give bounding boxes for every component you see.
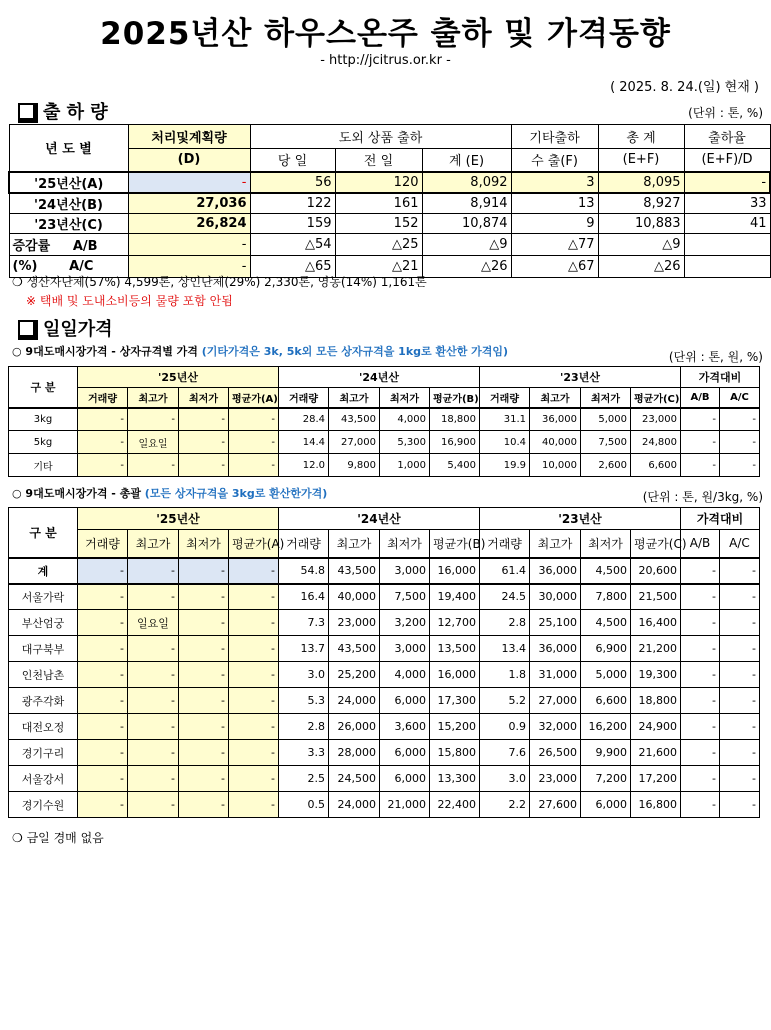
cell-avg23: 17,200 — [631, 766, 681, 792]
site-url: - http://jcitrus.or.kr - — [320, 53, 451, 68]
cell-v24: 0.5 — [279, 792, 329, 818]
exclusion-note: ※ 택배 및 도내소비등의 물량 포함 안됨 — [26, 294, 233, 308]
cell-ab: - — [681, 610, 720, 636]
cell-avg23: 23,000 — [631, 408, 681, 431]
cell-min25: - — [179, 454, 229, 477]
shipment-unit: (단위 : 톤, %) — [688, 106, 763, 120]
cell-avg23: 16,800 — [631, 792, 681, 818]
cell-v24: 2.5 — [279, 766, 329, 792]
cell-ac: - — [720, 454, 760, 477]
cell-min23: 6,900 — [581, 636, 631, 662]
header-sum: 계 (E) — [422, 149, 511, 172]
cell-max25: - — [128, 584, 179, 610]
cell-min25: - — [179, 766, 229, 792]
cell-avg23: 21,500 — [631, 584, 681, 610]
cell-avg25: - — [229, 584, 279, 610]
cell-max25: - — [128, 792, 179, 818]
cell-ac: - — [720, 558, 760, 584]
cell-min25: - — [179, 584, 229, 610]
cell-avg24: 15,800 — [430, 740, 480, 766]
table-row — [9, 662, 760, 688]
cell-v23: 31.1 — [480, 408, 530, 431]
cell-max24: 40,000 — [329, 584, 380, 610]
cell-max25: - — [128, 636, 179, 662]
cell-v25: - — [78, 766, 128, 792]
cell-max23: 23,000 — [530, 766, 581, 792]
header-total-sub: (E+F) — [598, 149, 684, 172]
table-row — [9, 408, 760, 431]
cell-avg25: - — [229, 431, 279, 454]
cell-max23: 36,000 — [530, 408, 581, 431]
cell-v23: 10.4 — [480, 431, 530, 454]
cell-min23: 6,600 — [581, 688, 631, 714]
cell-min24: 3,000 — [380, 636, 430, 662]
cell-v24: 3.3 — [279, 740, 329, 766]
header-today: 당 일 — [250, 149, 335, 172]
row-label: 부산엄궁 — [9, 610, 78, 636]
header-prev: 전 일 — [335, 149, 422, 172]
table-row — [9, 740, 760, 766]
cell-min24: 21,000 — [380, 792, 430, 818]
cell-min23: 9,900 — [581, 740, 631, 766]
cell-avg23: 6,600 — [631, 454, 681, 477]
cell-v24: 12.0 — [279, 454, 329, 477]
row-label: 인천남촌 — [9, 662, 78, 688]
cell-min24: 6,000 — [380, 688, 430, 714]
cell-ac: - — [720, 688, 760, 714]
cell-avg24: 17,300 — [430, 688, 480, 714]
cell-max25: - — [128, 688, 179, 714]
cell-v23: 2.8 — [480, 610, 530, 636]
cell-max24: 23,000 — [329, 610, 380, 636]
cell-avg25: - — [229, 636, 279, 662]
table-row — [9, 584, 760, 610]
total-subtitle: ○ 9대도매시장가격 - 총괄 (모든 상자규격을 3kg로 환산한가격) — [12, 487, 328, 500]
cell-max24: 24,000 — [329, 688, 380, 714]
cell-max24: 26,000 — [329, 714, 380, 740]
cell-min25: - — [179, 662, 229, 688]
cell-ac: - — [720, 714, 760, 740]
cell-min23: 2,600 — [581, 454, 631, 477]
cell-ab: - — [681, 558, 720, 584]
table-row — [9, 766, 760, 792]
cell-ac: - — [720, 431, 760, 454]
header-rate: 출하율 — [684, 125, 770, 149]
cell-min25: - — [179, 688, 229, 714]
cell-v25: - — [78, 714, 128, 740]
cell-v25: - — [78, 454, 128, 477]
cell-v24: 7.3 — [279, 610, 329, 636]
cell-avg25: - — [229, 408, 279, 431]
cell-ac: - — [720, 662, 760, 688]
cell-avg23: 20,600 — [631, 558, 681, 584]
cell-min25: - — [179, 636, 229, 662]
cell-avg25: - — [229, 662, 279, 688]
cell-max24: 27,000 — [329, 431, 380, 454]
cell-v24: 13.7 — [279, 636, 329, 662]
cell-min24: 4,000 — [380, 662, 430, 688]
cell-ab: - — [681, 636, 720, 662]
cell-min24: 3,000 — [380, 558, 430, 584]
cell-max25: - — [128, 558, 179, 584]
page-title: 2025년산 하우스온주 출하 및 가격동향 — [100, 16, 671, 52]
table-row: (%) A/C - △65 △21 △26 △67 △26 — [9, 255, 770, 277]
header-plan: 처리및계획량 — [128, 125, 250, 149]
by-size-subtitle: ○ 9대도매시장가격 - 상자규격별 가격 (기타가격은 3k, 5k외 모든 상자규격을 1kg로 환산한 가격임) — [12, 345, 509, 358]
cell-max24: 9,800 — [329, 454, 380, 477]
cell-min23: 7,200 — [581, 766, 631, 792]
cell-ab: - — [681, 662, 720, 688]
cell-avg24: 16,000 — [430, 662, 480, 688]
cell-min23: 4,500 — [581, 610, 631, 636]
cell-max25: 일요일 — [128, 431, 179, 454]
cell-max23: 26,500 — [530, 740, 581, 766]
table-row — [9, 558, 760, 584]
row-label: 기타 — [9, 454, 78, 477]
cell-v23: 13.4 — [480, 636, 530, 662]
cell-avg24: 13,500 — [430, 636, 480, 662]
cell-v24: 2.8 — [279, 714, 329, 740]
table-row — [9, 688, 760, 714]
cell-avg25: - — [229, 714, 279, 740]
cell-v25: - — [78, 792, 128, 818]
cell-avg24: 15,200 — [430, 714, 480, 740]
cell-v24: 54.8 — [279, 558, 329, 584]
cell-v25: - — [78, 636, 128, 662]
cell-max23: 40,000 — [530, 431, 581, 454]
table-row — [9, 714, 760, 740]
cell-max23: 27,000 — [530, 688, 581, 714]
cell-ac: - — [720, 740, 760, 766]
cell-max25: - — [128, 714, 179, 740]
cell-min23: 5,000 — [581, 408, 631, 431]
cell-v24: 16.4 — [279, 584, 329, 610]
cell-min24: 5,300 — [380, 431, 430, 454]
cell-max23: 32,000 — [530, 714, 581, 740]
cell-avg24: 12,700 — [430, 610, 480, 636]
cell-min24: 3,200 — [380, 610, 430, 636]
row-label: 계 — [9, 558, 78, 584]
checkbox-square-icon — [18, 103, 35, 120]
cell-min23: 16,200 — [581, 714, 631, 740]
cell-v25: - — [78, 610, 128, 636]
cell-avg23: 21,600 — [631, 740, 681, 766]
cell-v25: - — [78, 584, 128, 610]
header-export: 수 출(F) — [511, 149, 598, 172]
cell-avg23: 18,800 — [631, 688, 681, 714]
cell-min24: 6,000 — [380, 740, 430, 766]
cell-max24: 24,500 — [329, 766, 380, 792]
row-label: 경기구리 — [9, 740, 78, 766]
cell-avg24: 19,400 — [430, 584, 480, 610]
table-row: 증감률 A/B - △54 △25 △9 △77 △9 — [9, 233, 770, 255]
cell-v23: 2.2 — [480, 792, 530, 818]
header-outside: 도외 상품 출하 — [250, 125, 511, 149]
cell-max25: - — [128, 662, 179, 688]
cell-v23: 61.4 — [480, 558, 530, 584]
auction-note: ❍ 금일 경매 없음 — [12, 831, 104, 845]
cell-min25: - — [179, 610, 229, 636]
row-label: 3kg — [9, 408, 78, 431]
cell-v23: 0.9 — [480, 714, 530, 740]
cell-min24: 1,000 — [380, 454, 430, 477]
cell-max24: 25,200 — [329, 662, 380, 688]
cell-ac: - — [720, 792, 760, 818]
cell-max24: 43,500 — [329, 558, 380, 584]
cell-max24: 43,500 — [329, 636, 380, 662]
cell-min24: 6,000 — [380, 766, 430, 792]
cell-v25: - — [78, 431, 128, 454]
cell-avg23: 21,200 — [631, 636, 681, 662]
cell-avg24: 13,300 — [430, 766, 480, 792]
by-size-unit: (단위 : 톤, 원, %) — [668, 350, 763, 364]
cell-min25: - — [179, 408, 229, 431]
cell-min25: - — [179, 714, 229, 740]
cell-max24: 43,500 — [329, 408, 380, 431]
row-label: 서울가락 — [9, 584, 78, 610]
cell-avg24: 16,900 — [430, 431, 480, 454]
table-row — [9, 431, 760, 454]
report-date: ( 2025. 8. 24.(일) 현재 ) — [610, 80, 759, 95]
header-total: 총 계 — [598, 125, 684, 149]
cell-max23: 25,100 — [530, 610, 581, 636]
cell-v25: - — [78, 740, 128, 766]
cell-avg25: - — [229, 454, 279, 477]
cell-ab: - — [681, 740, 720, 766]
cell-avg25: - — [229, 740, 279, 766]
cell-v25: - — [78, 662, 128, 688]
cell-max23: 36,000 — [530, 558, 581, 584]
cell-max23: 36,000 — [530, 636, 581, 662]
cell-max25: - — [128, 766, 179, 792]
table-row — [9, 636, 760, 662]
cell-min24: 7,500 — [380, 584, 430, 610]
shipment-table — [8, 124, 771, 278]
table-row — [9, 792, 760, 818]
cell-ab: - — [681, 584, 720, 610]
row-label: 광주각화 — [9, 688, 78, 714]
header-plan-sub: (D) — [128, 149, 250, 172]
cell-max25: - — [128, 740, 179, 766]
by-size-price-table: 구 분 '25년산 '24년산 '23년산 가격대비 거래량 최고가 최저가 평균가(A) 거래량 최고가 최저가 평균가(B) 거래량 최고가 최저가 평균가(C) A/B A/C 3kg - - - - 28.4 43,500 4,000 18,800 31.1 36,000 5,000 23,000 - - 5kg - 일요일 - - 14.4 27,000 5,300 16,900 10.4 40,000 7,500 24,800 - - 기타 - - - - 12.0 9,800 1,000 5,400 19.9 10,000 2,600 6,600 - - — [8, 366, 760, 477]
cell-ab: - — [681, 431, 720, 454]
cell-ab: - — [681, 714, 720, 740]
table-row: '24년산(B) 27,036 122 161 8,914 13 8,927 33 — [9, 193, 770, 214]
header-rate-sub: (E+F)/D — [684, 149, 770, 172]
cell-ac: - — [720, 766, 760, 792]
cell-avg24: 16,000 — [430, 558, 480, 584]
cell-v23: 1.8 — [480, 662, 530, 688]
row-label: 서울강서 — [9, 766, 78, 792]
cell-v23: 3.0 — [480, 766, 530, 792]
cell-v23: 19.9 — [480, 454, 530, 477]
cell-v23: 7.6 — [480, 740, 530, 766]
cell-max23: 30,000 — [530, 584, 581, 610]
cell-min23: 7,800 — [581, 584, 631, 610]
checkbox-square-icon — [18, 320, 35, 337]
header-gubun: 구 분 — [9, 367, 78, 408]
header-other: 기타출하 — [511, 125, 598, 149]
cell-ac: - — [720, 636, 760, 662]
shipment-section-title: 출 하 량 — [18, 98, 108, 124]
cell-min24: 4,000 — [380, 408, 430, 431]
cell-avg23: 19,300 — [631, 662, 681, 688]
cell-max25: - — [128, 454, 179, 477]
cell-min23: 6,000 — [581, 792, 631, 818]
cell-avg25: - — [229, 610, 279, 636]
cell-avg25: - — [229, 792, 279, 818]
row-label: 대구북부 — [9, 636, 78, 662]
cell-min23: 5,000 — [581, 662, 631, 688]
cell-min25: - — [179, 558, 229, 584]
cell-max23: 10,000 — [530, 454, 581, 477]
producer-note: ❍ 생산자단체(57%) 4,599톤, 상인단체(29%) 2,330톤, 영농(14%) 1,161톤 — [12, 275, 427, 289]
header-gubun: 구 분 — [9, 508, 78, 558]
cell-min25: - — [179, 792, 229, 818]
table-row: '25년산(A) - 56 120 8,092 3 8,095 - — [9, 172, 770, 193]
cell-v25: - — [78, 558, 128, 584]
cell-ab: - — [681, 792, 720, 818]
cell-v24: 14.4 — [279, 431, 329, 454]
table-row — [9, 610, 760, 636]
cell-max24: 28,000 — [329, 740, 380, 766]
total-unit: (단위 : 톤, 원/3kg, %) — [642, 490, 763, 504]
cell-avg25: - — [229, 766, 279, 792]
cell-ab: - — [681, 766, 720, 792]
cell-v25: - — [78, 408, 128, 431]
cell-min23: 4,500 — [581, 558, 631, 584]
cell-min25: - — [179, 431, 229, 454]
table-row: '23년산(C) 26,824 159 152 10,874 9 10,883 41 — [9, 213, 770, 233]
cell-avg24: 22,400 — [430, 792, 480, 818]
cell-ab: - — [681, 408, 720, 431]
row-label: 대전오정 — [9, 714, 78, 740]
cell-max25: - — [128, 408, 179, 431]
cell-min25: - — [179, 740, 229, 766]
cell-avg23: 24,800 — [631, 431, 681, 454]
cell-avg23: 24,900 — [631, 714, 681, 740]
cell-v24: 5.3 — [279, 688, 329, 714]
header-year: 년 도 별 — [9, 125, 128, 172]
cell-avg23: 16,400 — [631, 610, 681, 636]
cell-avg25: - — [229, 688, 279, 714]
cell-ac: - — [720, 610, 760, 636]
table-row — [9, 454, 760, 477]
cell-ac: - — [720, 408, 760, 431]
cell-v23: 5.2 — [480, 688, 530, 714]
total-price-table: 구 분 '25년산 '24년산 '23년산 가격대비 거래량 최고가 최저가 평균가(A) 거래량 최고가 최저가 평균가(B) 거래량 최고가 최저가 평균가(C) A/B A/C 계 - - - - 54.8 43,500 3,000 16,000 61.4 36,000 4,500 20,600 - - 서울가락 - - - - 16.4 40,000 7,500 19,400 24.5 30,000 7,800 21,500 - - 부산엄궁 - 일요일 - - 7.3 23,000 3,200 12,700 2.8 25,100 4,500 16,400 - - 대구북부 - - - - 13.7 43,500 3,000 13,500 13.4 36,000 6,900 21,200 - - 인천남촌 - - - - 3.0 25,200 4,000 16,000 1.8 31,000 5,000 19,300 - - 광주각화 - - - - 5.3 24,000 6,000 17,300 5.2 27,000 6,600 18,800 - - 대전오정 - - - - 2.8 26,000 3,600 15,200 0.9 32,000 16,200 24,900 - - 경기구리 - - - - 3.3 28,000 6,000 15,800 7.6 26,500 9,900 21,600 - - 서울강서 - - - - 2.5 24,500 6,000 13,300 3.0 23,000 7,200 17,200 - - 경기수원 - - - - 0.5 24,000 21,000 22,400 2.2 27,600 6,000 16,800 - - — [8, 507, 760, 818]
cell-max23: 31,000 — [530, 662, 581, 688]
cell-ac: - — [720, 584, 760, 610]
price-section-title: 일일가격 — [18, 315, 113, 341]
cell-max24: 24,000 — [329, 792, 380, 818]
cell-avg24: 5,400 — [430, 454, 480, 477]
cell-ab: - — [681, 688, 720, 714]
cell-v24: 28.4 — [279, 408, 329, 431]
cell-v25: - — [78, 688, 128, 714]
cell-v23: 24.5 — [480, 584, 530, 610]
cell-avg24: 18,800 — [430, 408, 480, 431]
cell-max23: 27,600 — [530, 792, 581, 818]
row-label: 5kg — [9, 431, 78, 454]
cell-min24: 3,600 — [380, 714, 430, 740]
cell-max25: 일요일 — [128, 610, 179, 636]
cell-ab: - — [681, 454, 720, 477]
cell-v24: 3.0 — [279, 662, 329, 688]
row-label: 경기수원 — [9, 792, 78, 818]
cell-avg25: - — [229, 558, 279, 584]
cell-min23: 7,500 — [581, 431, 631, 454]
